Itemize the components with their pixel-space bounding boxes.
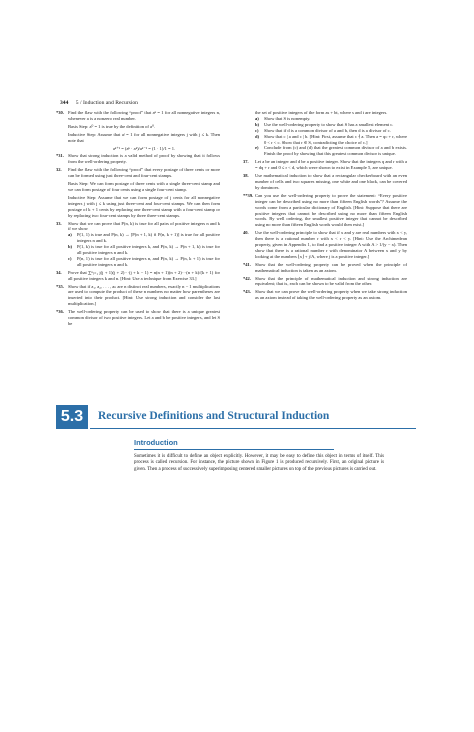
exercise bbox=[243, 262, 407, 274]
subpart-text: P(n, 1) is true for all positive integers n, and P(n, k) → P(n, k + 1) is true for all positive integers n and k. bbox=[77, 255, 220, 267]
exercise bbox=[243, 110, 407, 157]
exercise bbox=[56, 221, 220, 268]
exercise-subpart bbox=[68, 256, 220, 268]
section-rule bbox=[90, 428, 416, 429]
exercise-text: Show that if a₁, a₂, . . . , aₙ are n distinct real numbers, exactly n − 1 multiplications are used to compute the product of these n numbers no matter how parentheses are inserted into their product. [Hint: Use strong induction and consider the last multiplication.] bbox=[68, 283, 220, 307]
subpart-text: Show that c | a and c | b. [Hint: First, assume that c ∤ a. Then a = qc + r, where 0 < r < c. Show that r ∈ S, contradicting the choice of c.] bbox=[264, 133, 407, 145]
exercise bbox=[56, 167, 220, 218]
exercise-number: **39. bbox=[243, 192, 254, 198]
exercise-text: Show that we can prove the well-ordering property when we take strong induction as an axiom instead of taking the well-ordering property as an axiom. bbox=[255, 289, 407, 301]
subpart-text: Conclude from (c) and (d) that the greatest common divisor of a and b exists. Finish the proof by showing that this greatest common divisor is unique. bbox=[264, 145, 407, 157]
subpart-label: c) bbox=[68, 255, 72, 261]
exercise-text: Show that strong induction is a valid method of proof by showing that it follows from the well-ordering property. bbox=[68, 153, 220, 165]
introduction-rule bbox=[134, 449, 334, 450]
running-header bbox=[60, 100, 138, 106]
exercise bbox=[56, 284, 220, 308]
exercise-text: Find the flaw with the following “proof” that every postage of three cents or more can be formed using just three-cent and four-cent stamps. bbox=[68, 167, 220, 179]
exercise-number: 40. bbox=[243, 230, 249, 236]
exercise-number: *42. bbox=[243, 275, 251, 281]
exercise-text: Let a be an integer and d be a positive integer. Show that the integers q and r with a = dq + r and 0 ≤ r < d, which were shown to exist in Example 5, are unique. bbox=[255, 159, 407, 171]
introduction-heading: Introduction bbox=[134, 438, 178, 447]
exercise-number: 38. bbox=[243, 173, 249, 179]
chapter-title: 5 / Induction and Recursion bbox=[75, 100, 138, 106]
exercise-text: Show that the principle of mathematical induction and strong induction are equivalent; that is, each can be shown to be valid from the other. bbox=[255, 275, 407, 287]
exercise-number: 37. bbox=[243, 159, 249, 165]
exercise bbox=[243, 193, 407, 228]
exercise-part: aᵏ⁺¹ = (aᵏ · aᵏ)/aᵏ⁻¹ = (1 · 1)/1 = 1. bbox=[112, 145, 176, 151]
left-column bbox=[56, 110, 220, 329]
exercise-number: 33. bbox=[56, 220, 62, 226]
exercise-part: Basis Step: a⁰ = 1 is true by the definition of a⁰. bbox=[68, 123, 156, 129]
exercise-number: 34. bbox=[56, 269, 62, 275]
subpart-text: Show that if d is a common divisor of a and b, then d is a divisor of c. bbox=[264, 127, 391, 133]
exercise-text: Find the flaw with the following “proof” that aⁿ = 1 for all nonnegative integers n, whenever a is a nonzero real number. bbox=[68, 110, 220, 121]
exercise-number: 32. bbox=[56, 167, 62, 173]
section-title: Recursive Definitions and Structural Induction bbox=[98, 410, 330, 422]
subpart-text: P(1, k) is true for all positive integers k, and P(n, k) → P(n + 1, k) is true for all positive integers n and k. bbox=[77, 244, 220, 256]
subpart-label: d) bbox=[255, 133, 260, 139]
subpart-label: c) bbox=[255, 127, 259, 133]
subpart-label: a) bbox=[68, 232, 72, 238]
exercise-subpart bbox=[68, 232, 220, 244]
subpart-label: b) bbox=[68, 244, 73, 250]
exercise-text: Show that the well-ordering property can be proved when the principle of mathematical induction is taken as an axiom. bbox=[255, 261, 407, 273]
exercise-number: *41. bbox=[243, 261, 251, 267]
exercise-text: Use the well-ordering principle to show that if x and y are real numbers with x < y, then there is a rational number r with x < r < y. [Hint: Use the Archimedean property, given in Appendix 1, to find a positive integer A with A > 1/(y − x). Then show that there is a rational number r with denominator A between x and y by looking at the numbers ⌊x⌋ + j/A, where j is a positive integer.] bbox=[255, 230, 407, 259]
page-number: 344 bbox=[60, 100, 69, 106]
exercise bbox=[243, 276, 407, 288]
exercise bbox=[56, 110, 220, 151]
introduction-block bbox=[134, 438, 384, 473]
subpart-label: b) bbox=[255, 121, 260, 127]
subpart-text: Show that S is nonempty. bbox=[264, 115, 311, 121]
exercise-part: Inductive Step: Assume that aʲ = 1 for all nonnegative integers j with j ≤ k. Then note that bbox=[68, 131, 220, 143]
introduction-paragraph: Sometimes it is difficult to define an object explicitly. However, it may be easy to define this object in terms of itself. This process is called recursion. For instance, the picture shown in Figure 1 is produced recursively. First, an original picture is given. Then a process of successively superimposing centered smaller pictures on top of the previous pictures is carried out. bbox=[134, 454, 384, 472]
subpart-label: a) bbox=[255, 115, 259, 121]
subpart-text: P(1, 1) is true and P(n, k) → [P(n + 1, k) ∧ P(n, k + 1)] is true for all positive integers n and k. bbox=[77, 232, 220, 244]
exercise bbox=[243, 230, 407, 260]
exercise-number: *36. bbox=[56, 309, 64, 315]
exercise-number: *35. bbox=[56, 283, 64, 289]
section-heading bbox=[56, 405, 416, 431]
exercise bbox=[243, 173, 407, 191]
exercise bbox=[56, 309, 220, 327]
exercise-text: Use mathematical induction to show that a rectangular checkerboard with an even number of cells and two squares missing, one white and one black, can be covered by dominoes. bbox=[255, 173, 407, 190]
exercise-number: *43. bbox=[243, 289, 251, 295]
exercise-text: Show that we can prove that P(n, k) is true for all pairs of positive integers n and k if we show bbox=[68, 220, 220, 232]
exercise-text: Prove that ∑ⁿⱼ₌₁ j(j + 1)(j + 2)···(j + k − 1) = n(n + 1)(n + 2)···(n + k)/(k + 1) for all positive integers k and n. [Hint: Use a technique from Exercise 33.] bbox=[68, 269, 220, 281]
exercise bbox=[56, 270, 220, 282]
exercise-number: *30. bbox=[56, 110, 64, 115]
exercise-subpart bbox=[255, 145, 407, 157]
subpart-text: Use the well-ordering property to show that S has a smallest element c. bbox=[264, 121, 394, 127]
subpart-label: e) bbox=[255, 145, 259, 151]
exercise-subpart bbox=[255, 134, 407, 146]
exercise bbox=[243, 159, 407, 171]
exercise-number: *31. bbox=[56, 153, 64, 159]
exercise-part: Basis Step: We can form postage of three cents with a single three-cent stamp and we can form postage of four cents using a single four-cent stamp. bbox=[68, 181, 220, 192]
exercise bbox=[56, 153, 220, 165]
exercise-part: Inductive Step: Assume that we can form postage of j cents for all nonnegative integers j with j ≤ k using just three-cent and four-cent stamps. We can then form postage of k + 1 cents by replacing one three-cent stamp with a four-cent stamp or by replacing two four-cent stamps by three three-cent stamps. bbox=[68, 194, 220, 218]
exercise-text: The well-ordering property can be used to show that there is a unique greatest common divisor of two positive integers. Let a and b be positive integers, and let S be bbox=[68, 309, 220, 326]
right-column bbox=[243, 110, 407, 303]
exercise-text: the set of positive integers of the form as + bt, where s and t are integers. bbox=[255, 110, 388, 115]
exercise bbox=[243, 289, 407, 301]
section-number-box: 5.3 bbox=[56, 405, 88, 429]
exercise-subpart bbox=[68, 244, 220, 256]
exercise-text: Can you use the well-ordering property to prove the statement: “Every positive integer can be described using no more than fifteen English words”? Assume the words come from a particular dictionary of English. [Hint: Suppose that there are positive integers that cannot be described using no more than fifteen English words. By well ordering, the smallest positive integer that cannot be described using no more than fifteen English words would then exist.] bbox=[255, 192, 407, 228]
